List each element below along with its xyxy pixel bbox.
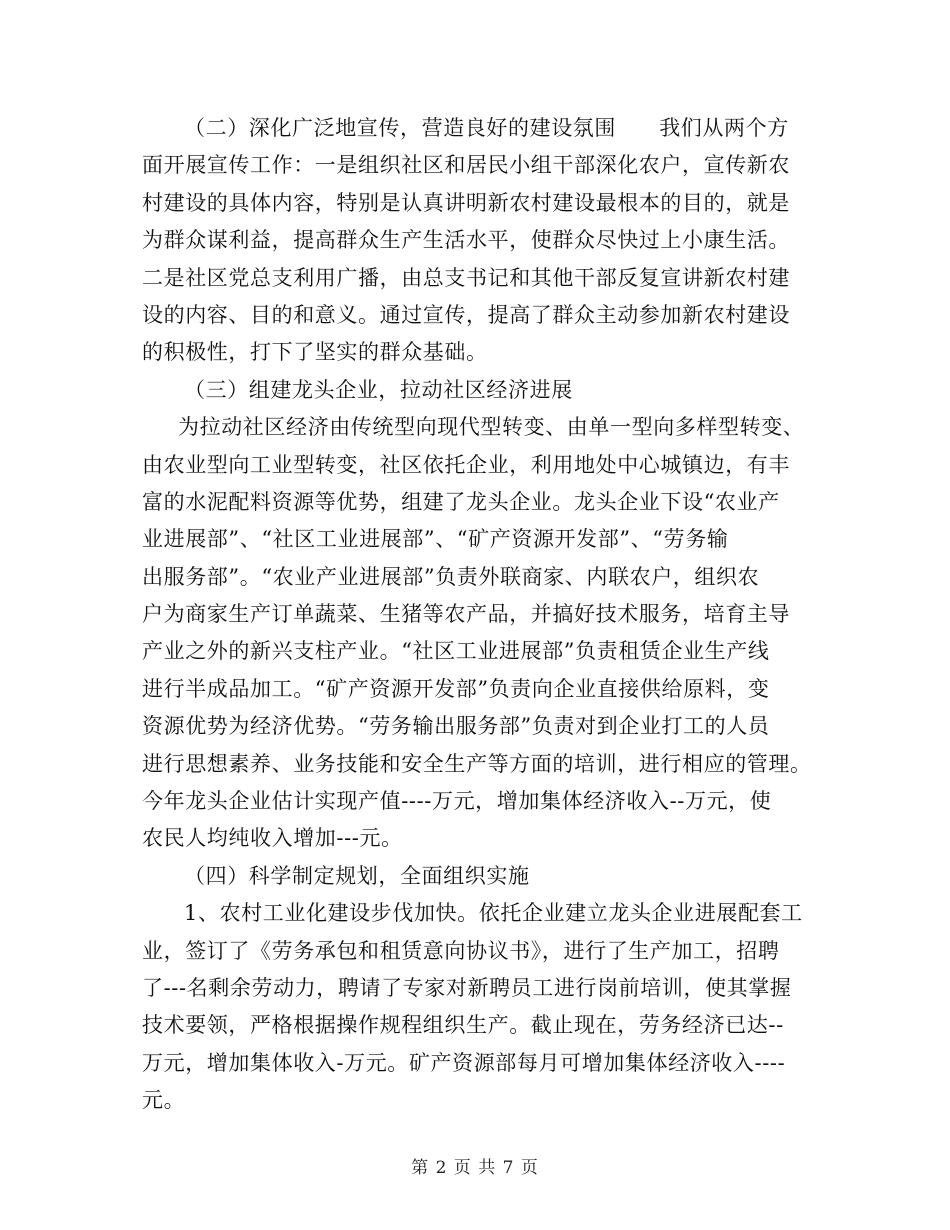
text-line: 资源优势为经济优势。“劳务输出服务部”负责对到企业打工的人员: [142, 714, 770, 739]
text-line: 今年龙头企业估计实现产值----万元，增加集体经济收入--万元，使: [142, 789, 772, 814]
text-line: 由农业型向工业型转变，社区依托企业，利用地处中心城镇边，有丰: [142, 452, 790, 477]
text-line: 元。: [142, 1088, 186, 1113]
text-line: 产业之外的新兴支柱产业。“社区工业进展部”负责租赁企业生产线: [142, 639, 770, 664]
text-line: 1、农村工业化建设步伐加快。依托企业建立龙头企业进展配套工: [184, 901, 803, 926]
text-line: 进行思想素养、业务技能和安全生产等方面的培训，进行相应的管理。: [142, 751, 812, 776]
text-line: （四）科学制定规划，全面组织实施: [184, 863, 530, 888]
text-line: 农民人均纯收入增加---元。: [142, 826, 403, 851]
text-line: 村建设的具体内容，特别是认真讲明新农村建设最根本的目的，就是: [142, 190, 790, 215]
text-line: 了---名剩余劳动力，聘请了专家对新聘员工进行岗前培训，使其掌握: [142, 975, 792, 1000]
text-line: 业，签订了《劳务承包和租赁意向协议书》，进行了生产加工，招聘: [142, 938, 780, 963]
document-body: [142, 110, 814, 1120]
page-footer: 第 2 页 共 7 页: [411, 1158, 539, 1178]
text-line: 技术要领，严格根据操作规程组织生产。截止现在，劳务经济已达--: [142, 1013, 784, 1038]
text-line: 设的内容、目的和意义。通过宣传，提高了群众主动参加新农村建设: [142, 302, 790, 327]
text-line: 万元，增加集体收入-万元。矿产资源部每月可增加集体经济收入----: [142, 1050, 786, 1075]
text-line: 富的水泥配料资源等优势，组建了龙头企业。龙头企业下设“农业产: [142, 489, 780, 514]
text-line: （三）组建龙头企业，拉动社区经济进展: [184, 377, 573, 402]
text-line: （二）深化广泛地宣传，营造良好的建设氛围 我们从两个方: [184, 116, 789, 140]
text-line: 二是社区党总支利用广播，由总支书记和其他干部反复宣讲新农村建: [142, 265, 790, 290]
text-line: 出服务部”。“农业产业进展部”负责外联商家、内联农户，组织农: [142, 564, 760, 589]
text-line: 为拉动社区经济由传统型向现代型转变、由单一型向多样型转变、: [178, 415, 805, 440]
text-line: 进行半成品加工。“矿产资源开发部”负责向企业直接供给原料，变: [142, 676, 770, 701]
text-line: 面开展宣传工作：一是组织社区和居民小组干部深化农户，宣传新农: [142, 153, 790, 178]
text-line: 户为商家生产订单蔬菜、生猪等农产品，并搞好技术服务，培育主导: [142, 602, 790, 627]
text-line: 为群众谋利益，提高群众生产生活水平，使群众尽快过上小康生活。: [142, 228, 790, 253]
text-line: 业进展部”、“社区工业进展部”、“矿产资源开发部”、“劳务输: [142, 527, 729, 552]
text-line: 的积极性，打下了坚实的群众基础。: [142, 340, 488, 365]
